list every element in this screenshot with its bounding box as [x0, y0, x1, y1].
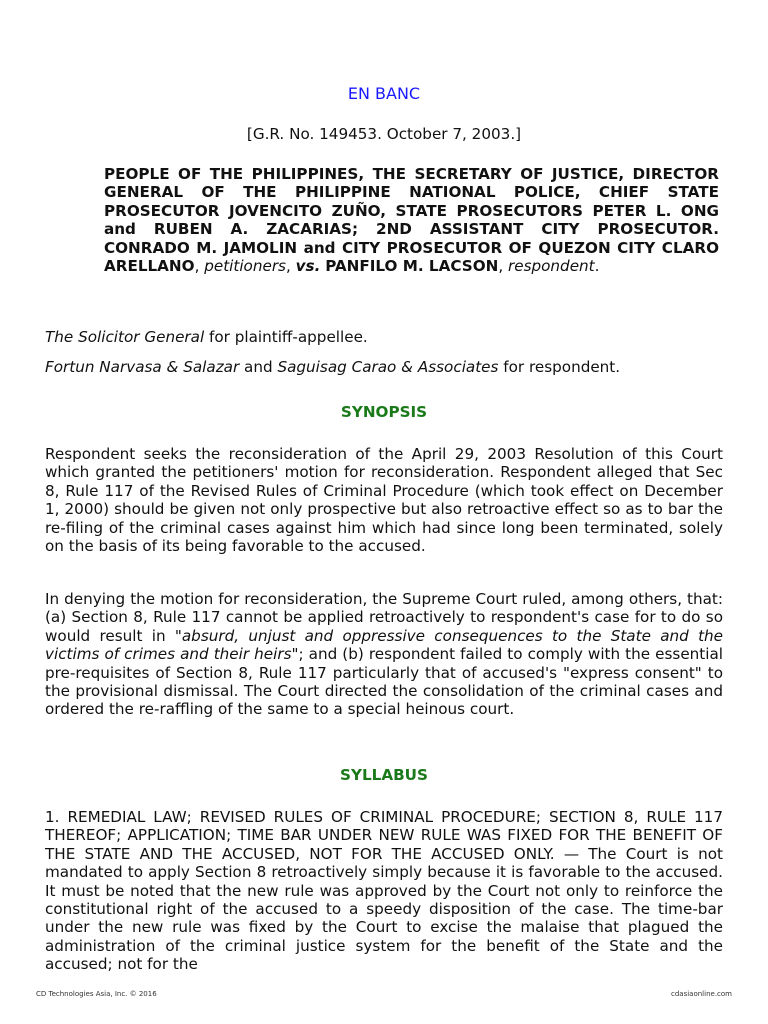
- synopsis-p2-text-b: "; and (b) respondent failed to comply with the essential pre-requisites of Section 8, Rule 117 particularly that of accused's "express consent" to the provisional dismissal. The Court directed the consolidation of the criminal cases and ordered the re-raffling of the same to a special heinous court.: [45, 645, 723, 719]
- counsel-plaintiff-name: The Solicitor General: [45, 328, 205, 346]
- footer-copyright: CD Technologies Asia, Inc. © 2016: [36, 990, 157, 998]
- synopsis-heading: SYNOPSIS: [340, 403, 428, 421]
- respondent-name: PANFILO M. LACSON: [325, 257, 499, 276]
- versus: vs.: [295, 257, 321, 276]
- parties-comma: ,: [194, 257, 200, 276]
- petitioners-label: petitioners: [204, 257, 286, 276]
- footer-site: cdasiaonline.com: [671, 990, 732, 998]
- case-number: [G.R. No. 149453. October 7, 2003.]: [246, 125, 522, 143]
- counsel-plaintiff: [45, 327, 723, 347]
- counsel-respondent: [45, 357, 723, 377]
- syllabus-paragraph-1: 1. REMEDIAL LAW; REVISED RULES OF CRIMINAL PROCEDURE; SECTION 8, RULE 117 THEREOF; APPLICATION; TIME BAR UNDER NEW RULE WAS FIXED FOR THE BENEFIT OF THE STATE AND THE ACCUSED, NOT FOR THE ACCUSED ONLY. — The Court is not mandated to apply Section 8 retroactively simply because it is favorable to the accused. It must be noted that the new rule was approved by the Court not only to reinforce the constitutional right of the accused to a speedy disposition of the case. The time-bar under the new rule was fixed by the Court to excise the malaise that plagued the administration of the criminal justice system for the benefit of the State and the accused; not for the: [45, 808, 723, 974]
- counsel-respondent-firm-b: Saguisag Carao & Associates: [277, 358, 499, 376]
- synopsis-p2-quote: absurd, unjust and oppressive consequences to the State and the victims of crimes and their heirs: [45, 626, 723, 664]
- parties-period: .: [594, 257, 600, 276]
- respondent-label: respondent: [508, 257, 595, 276]
- parties-comma: ,: [285, 257, 291, 276]
- syllabus-heading: SYLLABUS: [340, 766, 428, 784]
- case-parties: [104, 165, 719, 275]
- synopsis-paragraph-1: Respondent seeks the reconsideration of the April 29, 2003 Resolution of this Court which granted the petitioners' motion for reconsideration. Respondent alleged that Sec 8, Rule 117 of the Revised Rules of Criminal Procedure (which took effect on December 1, 2000) should be given not only prospective but also retroactive effect so as to bar the re-filing of the criminal cases against him which had since long been terminated, solely on the basis of its being favorable to the accused.: [45, 445, 723, 556]
- court-division: EN BANC: [347, 84, 421, 103]
- petitioners-names: PEOPLE OF THE PHILIPPINES, THE SECRETARY OF JUSTICE, DIRECTOR GENERAL OF THE PHILIPPINE NATIONAL POLICE, CHIEF STATE PROSECUTOR JOVENCITO ZUÑO, STATE PROSECUTORS PETER L. ONG and RUBEN A. ZACARIAS; 2ND ASSISTANT CITY PROSECUTOR. CONRADO M. JAMOLIN and CITY PROSECUTOR OF QUEZON CITY CLARO ARELLANO: [104, 165, 719, 276]
- counsel-plaintiff-role: for plaintiff-appellee.: [204, 328, 368, 346]
- parties-comma: ,: [498, 257, 504, 276]
- counsel-respondent-firm-a: Fortun Narvasa & Salazar: [45, 358, 240, 376]
- counsel-respondent-role: for respondent.: [498, 358, 621, 376]
- synopsis-paragraph-2: [45, 590, 723, 719]
- synopsis-p2-text-a: In denying the motion for reconsideration, the Supreme Court ruled, among others, that: (a) Section 8, Rule 117 cannot be applied retroactively to respondent's case for to do so would result in ": [45, 590, 723, 645]
- counsel-and: and: [239, 358, 278, 376]
